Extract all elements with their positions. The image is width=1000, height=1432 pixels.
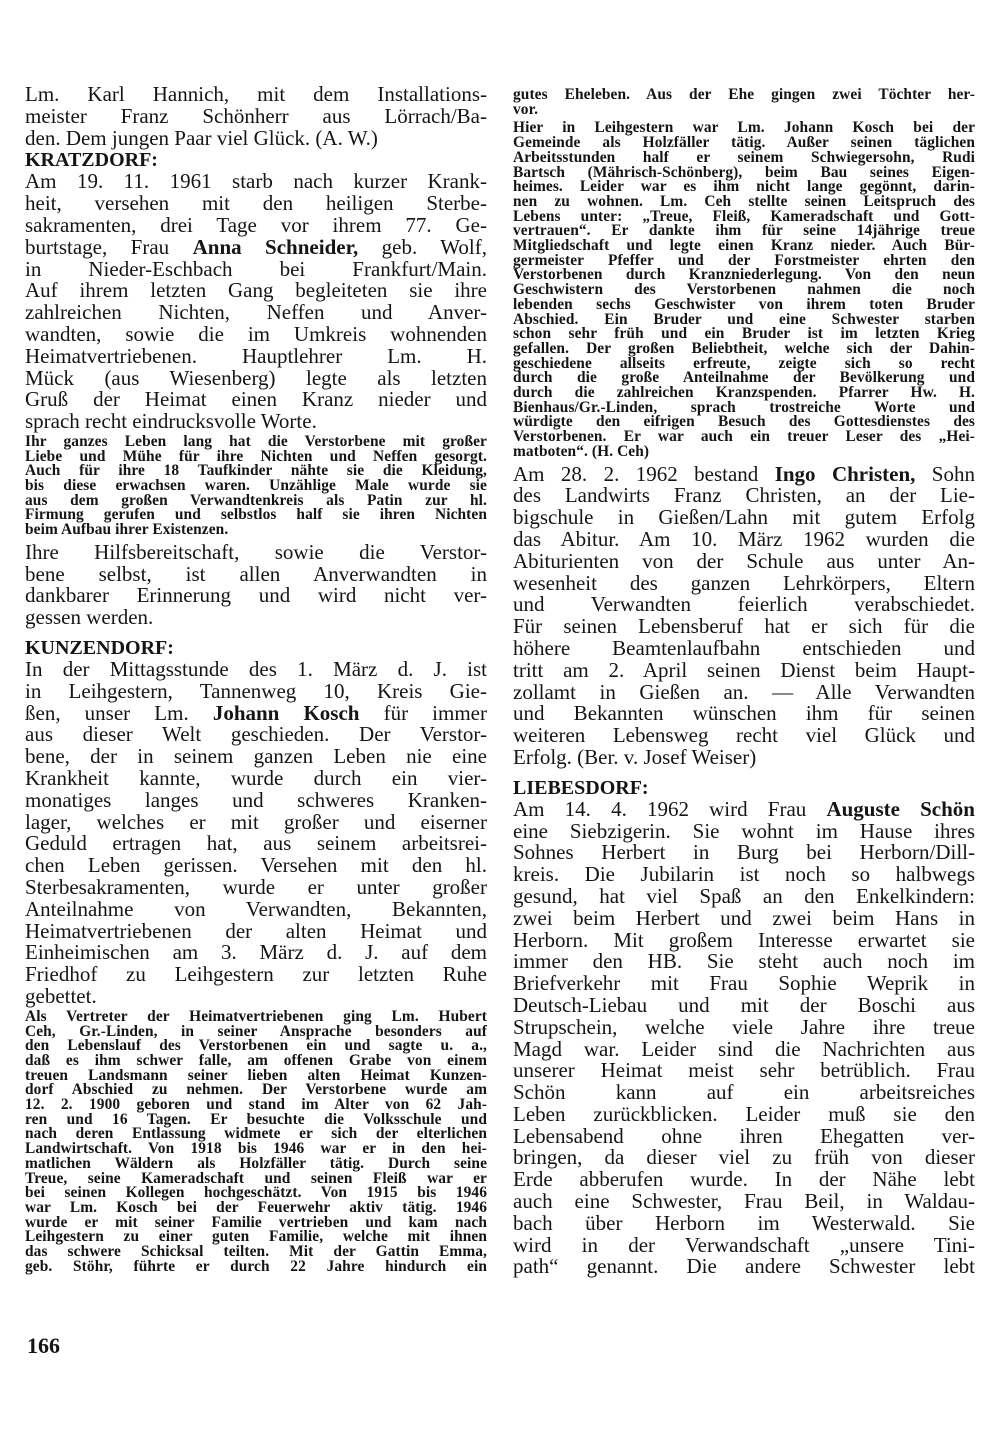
text-line: kreis. Die Jubilarin ist noch so halbwegs <box>513 862 975 887</box>
kunzendorf-small-paragraph <box>25 1007 487 1275</box>
text-line: Liebe und Mühe für ihre Nichten und Neffen gesorgt. <box>25 447 487 465</box>
text-line: wesenheit des ganzen Lehrkörpers, Eltern <box>513 570 975 595</box>
text-line: gefallen. Der großen Beliebtheit, welche sich der Dahin- <box>513 339 975 357</box>
text-line: in Nieder-Eschbach bei Frankfurt/Main. <box>25 256 487 281</box>
text-line: unserer Heimat meist sehr betrüblich. Frau <box>513 1058 975 1083</box>
text-segment: burtstage, Frau <box>25 234 193 259</box>
text-line: und Verwandten feierlich verabschiedet. <box>513 592 975 617</box>
text-line <box>513 461 975 486</box>
text-line: germeister Pfeffer und der Forstmeister ehrten den <box>513 251 975 269</box>
text-line: Verstorbenen. Er war auch ein treuer Leser des „Hei- <box>513 428 975 446</box>
text-line: weiteren Lebensweg recht viel Glück und <box>513 723 975 748</box>
text-line: In der Mittagsstunde des 1. März d. J. ist <box>25 657 487 682</box>
text-line: schon sehr früh und ein Bruder ist im letzten Krieg <box>513 325 975 343</box>
text-line: heit, versehen mit den heiligen Sterbe- <box>25 191 487 216</box>
text-line: Krankheit kannte, wurde durch ein vier- <box>25 766 487 791</box>
text-line: Bartsch (Mährisch-Schönberg), beim Bau seines Eigen- <box>513 163 975 181</box>
text-line: Bienhaus/Gr.-Linden, sprach trostreiche Worte und <box>513 398 975 416</box>
text-line: zollamt in Gießen an. — Alle Verwandten <box>513 679 975 704</box>
text-line: Heimatvertriebenen der alten Heimat und <box>25 918 487 943</box>
text-line: würdigte den eifrigen Besuch des Gottesdienstes des <box>513 413 975 431</box>
page-number: 166 <box>27 1333 60 1358</box>
text-line: Deutsch-Liebau und mit der Boschi aus <box>513 992 975 1017</box>
text-segment: geb. Wolf, <box>358 234 487 259</box>
text-line: treuen Landsmann seiner lieben alten Heimat Kunzen- <box>25 1066 487 1084</box>
text-line: Lebens unter: „Treue, Fleiß, Kameradschaft und Gott- <box>513 207 975 225</box>
text-line: Erfolg. (Ber. v. Josef Weiser) <box>513 744 757 769</box>
text-line: Sohnes Herbert in Burg bei Herborn/Dill- <box>513 840 975 865</box>
text-line: Gemeinde als Holzfäller tätig. Außer seinen täglichen <box>513 134 975 152</box>
text-line: Als Vertreter der Heimatvertriebenen ging Lm. Hubert <box>25 1007 487 1025</box>
text-line: zahlreichen Nichten, Neffen und Anver- <box>25 300 487 325</box>
text-line: Auch für ihre 18 Taufkinder nähte sie die Kleidung, <box>25 462 487 480</box>
text-line: path“ genannt. Die andere Schwester lebt <box>513 1254 975 1279</box>
kratzdorf-small-paragraph <box>25 432 487 539</box>
text-line: ren und 16 Tagen. Er besuchte die Volksschule und <box>25 1110 487 1128</box>
text-line: vor. <box>513 100 539 118</box>
text-line: das Abitur. Am 10. März 1962 wurden die <box>513 526 975 551</box>
text-line: Abschied. Ein Bruder und eine Schwester starben <box>513 310 975 328</box>
heading-kunzendorf <box>25 637 487 659</box>
text-line: Anteilnahme von Verwandten, Bekannten, <box>25 896 487 921</box>
text-line: bei seinen Kollegen hochgeschätzt. Von 1915 bis 1946 <box>25 1184 487 1202</box>
text-line: Heimatvertriebenen. Hauptlehrer Lm. H. <box>25 343 487 368</box>
text-line: Strupschein, welche viele Jahre ihre treue <box>513 1014 975 1039</box>
text-line: eine Siebzigerin. Sie wohnt im Hause ihres <box>513 818 975 843</box>
text-line: zwei beim Herbert und zwei beim Hans in <box>513 905 975 930</box>
text-line: gesund, hat viel Spaß an den Enkelkindern: <box>513 883 975 908</box>
text-line: Arbeitsstunden half er seinem Schwiegersohn, Rudi <box>513 148 975 166</box>
text-line: Leihgestern zu einer guten Familie, welche mit ihnen <box>25 1228 487 1246</box>
text-line: durch die große Anteilnahme der Bevölkerung und <box>513 369 975 387</box>
text-line: sprach recht eindrucksvolle Worte. <box>25 409 317 434</box>
text-line: heimes. Leider war es ihm nicht lange gegönnt, darin- <box>513 178 975 196</box>
text-line: Für seinen Lebensberuf hat er sich für die <box>513 614 975 639</box>
text-line: immer den HB. Sie steht auch noch im <box>513 949 975 974</box>
text-line: vertrauen“. Er dankte ihm für seine 14jährige treue <box>513 222 975 240</box>
kratzdorf-paragraph <box>25 171 487 433</box>
text-line: Erde abberufen wurde. In der Nähe lebt <box>513 1167 975 1192</box>
text-line: Friedhof zu Leihgestern zur letzten Ruhe <box>25 962 487 987</box>
text-line: matboten“. (H. Ceh) <box>513 442 650 460</box>
text-line: nach deren Entlassung widmete er sich der elterlichen <box>25 1125 487 1143</box>
text-line: Geduld ertragen hat, aus seinem arbeitsrei- <box>25 831 487 856</box>
liebesdorf-paragraph <box>513 796 975 1279</box>
text-segment: für immer <box>359 700 487 725</box>
text-line: beim Aufbau ihrer Existenzen. <box>25 521 229 539</box>
text-line: auch eine Schwester, Frau Beil, in Waldau- <box>513 1189 975 1214</box>
text-line: durch die zahlreichen Kranzspenden. Pfarrer Hw. H. <box>513 384 975 402</box>
text-line: bach über Herborn im Westerwald. Sie <box>513 1210 975 1235</box>
text-line: geb. Stöhr, führte er durch 22 Jahre hindurch ein <box>25 1257 487 1275</box>
section-heading: KRATZDORF: <box>25 149 158 172</box>
text-line: Treue, seine Kameradschaft und seinen Fleiß war er <box>25 1169 487 1187</box>
text-line: sakramenten, drei Tage vor ihrem 77. Ge- <box>25 212 487 237</box>
text-segment: Am 28. 2. 1962 bestand <box>513 461 775 486</box>
text-line: bis diese erwachsen waren. Unzählige Male wurde sie <box>25 477 487 495</box>
text-line: tritt am 2. April seinen Dienst beim Haupt- <box>513 657 975 682</box>
bold-name: Anna Schneider, <box>192 234 359 259</box>
text-line: aus dem großen Verwandtenkreis als Patin zur hl. <box>25 491 487 509</box>
text-line: nen zu wohnen. Lm. Ceh stellte seinen Leitspruch des <box>513 192 975 210</box>
text-line: Firmung gerufen und selbstlos half sie ihren Nichten <box>25 506 487 524</box>
text-line: chen Leben gerissen. Versehen mit den hl. <box>25 853 487 878</box>
kosch-continued-paragraph-1 <box>513 88 975 117</box>
text-line <box>513 796 975 821</box>
text-line: das schwere Schicksal teilten. Mit der Gattin Emma, <box>25 1243 487 1261</box>
text-line: lager, welches er mit großer und eiserner <box>25 809 487 834</box>
text-line: gebettet. <box>25 984 97 1009</box>
text-line: war Lm. Kosch bei der Feuerwehr aktiv tätig. 1946 <box>25 1198 487 1216</box>
text-line: matlichen Wäldern als Holzfäller tätig. Durch seine <box>25 1154 487 1172</box>
bold-name: Ingo Christen, <box>774 461 916 486</box>
text-line: Sterbesakramenten, wurde er unter großer <box>25 875 487 900</box>
bold-name: Johann Kosch <box>212 700 360 725</box>
heading-liebesdorf <box>513 777 975 799</box>
text-line: Mitgliedschaft und legte einen Kranz nieder. Auch Bür- <box>513 237 975 255</box>
text-line: Magd war. Leider sind die Nachrichten aus <box>513 1036 975 1061</box>
text-segment: Am 14. 4. 1962 wird Frau <box>513 796 827 821</box>
text-segment: ßen, unser Lm. <box>25 700 213 725</box>
text-line: bene selbst, ist allen Anverwandten in <box>25 561 487 586</box>
right-column <box>513 86 975 1278</box>
text-line: Schön kann auf ein arbeitsreiches <box>513 1080 975 1105</box>
text-line: Lebensabend ohne ihren Ehegatten ver- <box>513 1123 975 1148</box>
text-line: Einheimischen am 3. März d. J. auf dem <box>25 940 487 965</box>
text-line: dankbarer Erinnerung und wird nicht ver- <box>25 583 487 608</box>
text-line: des Landwirts Franz Christen, an der Lie- <box>513 483 975 508</box>
section-heading: KUNZENDORF: <box>25 637 174 660</box>
text-line: bringen, da dieser viel zu früh von dieser <box>513 1145 975 1170</box>
text-line: Briefverkehr mit Frau Sophie Weprik in <box>513 971 975 996</box>
text-line: Leben zurückblicken. Leider muß sie den <box>513 1101 975 1126</box>
text-line: wandten, sowie die im Umkreis wohnenden <box>25 321 487 346</box>
text-line: monatiges langes und schweres Kranken- <box>25 787 487 812</box>
text-line: Ihr ganzes Leben lang hat die Verstorbene mit großer <box>25 432 487 450</box>
text-line: Am 19. 11. 1961 starb nach kurzer Krank- <box>25 169 487 194</box>
text-line: Auf ihrem letzten Gang begleiteten sie ihre <box>25 278 487 303</box>
text-line: daß es ihm schwer falle, am offenen Grabe von einem <box>25 1051 487 1069</box>
text-line: aus dieser Welt geschieden. Der Verstor- <box>25 722 487 747</box>
text-line <box>25 700 487 725</box>
text-line: lebenden sechs Geschwister von ihrem toten Bruder <box>513 295 975 313</box>
text-line: bigschule in Gießen/Lahn mit gutem Erfolg <box>513 505 975 530</box>
text-line: und Bekannten wünschen ihm für seinen <box>513 701 975 726</box>
text-line: den Lebenslauf des Verstorbenen ein und sagte u. a., <box>25 1037 487 1055</box>
text-line: Geschwistern des Verstorbenen nahmen die noch <box>513 281 975 299</box>
kunzendorf-paragraph <box>25 659 487 1008</box>
text-line: den. Dem jungen Paar viel Glück. (A. W.) <box>25 125 378 150</box>
section-heading: LIEBESDORF: <box>513 776 649 799</box>
text-line: gutes Eheleben. Aus der Ehe gingen zwei Töchter her- <box>513 86 975 103</box>
text-line: bene, der in seinem ganzen Leben nie eine <box>25 744 487 769</box>
text-line: Ihre Hilfsbereitschaft, sowie die Verstor- <box>25 539 487 564</box>
hannich-paragraph <box>25 84 487 149</box>
bold-name: Auguste Schön <box>826 796 975 821</box>
heading-kratzdorf <box>25 149 487 171</box>
text-line: in Leihgestern, Tannenweg 10, Kreis Gie- <box>25 678 487 703</box>
text-line: Mück (aus Wiesenberg) legte als letzten <box>25 365 487 390</box>
text-line: 12. 2. 1900 geboren und stand im Alter von 62 Jah- <box>25 1096 487 1114</box>
text-segment: Sohn <box>915 461 975 486</box>
text-line: Lm. Karl Hannich, mit dem Installations- <box>25 82 487 106</box>
text-line: Landwirtschaft. Von 1918 bis 1946 war er in den hei- <box>25 1140 487 1158</box>
text-line <box>25 234 487 259</box>
christen-paragraph <box>513 461 975 769</box>
text-line: wurde er mit seiner Familie vertrieben und kam nach <box>25 1213 487 1231</box>
left-column <box>25 84 487 1278</box>
text-line: geschiedene allseits erfreute, zeigte sich so recht <box>513 354 975 372</box>
text-line: Hier in Leihgestern war Lm. Johann Kosch bei der <box>513 119 975 137</box>
text-line: Herborn. Mit großem Interesse erwartet sie <box>513 927 975 952</box>
kratzdorf-closing-paragraph <box>25 539 487 630</box>
text-line: höhere Beamtenlaufbahn entschieden und <box>513 635 975 660</box>
text-line: wird in der Verwandschaft „unsere Tini- <box>513 1232 975 1257</box>
text-line: Verstorbenen durch Kranzniederlegung. Von den neun <box>513 266 975 284</box>
text-line: Ceh, Gr.-Linden, in seiner Ansprache besonders auf <box>25 1022 487 1040</box>
text-line: Abiturienten von der Schule aus unter An- <box>513 548 975 573</box>
text-line: meister Franz Schönherr aus Lörrach/Ba- <box>25 103 487 128</box>
text-line: Gruß der Heimat einen Kranz nieder und <box>25 387 487 412</box>
text-line: dorf Abschied zu nehmen. Der Verstorbene wurde am <box>25 1081 487 1099</box>
text-line: gessen werden. <box>25 605 154 630</box>
kosch-continued-paragraph-2 <box>513 121 975 459</box>
